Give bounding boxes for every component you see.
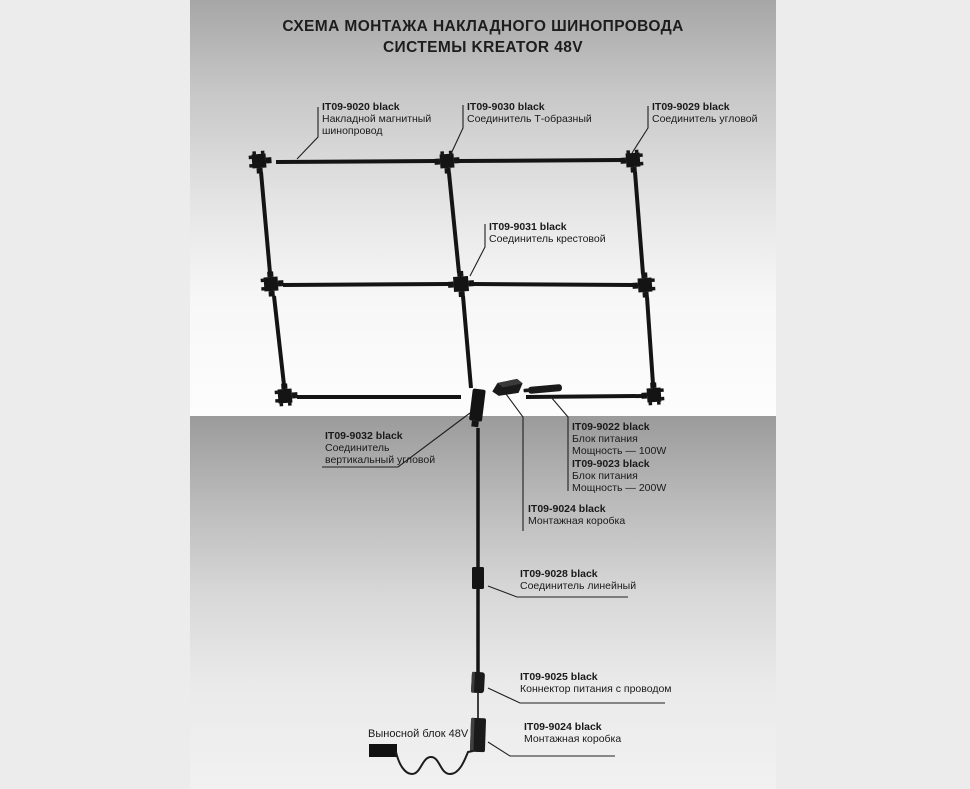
- part-desc: Выносной блок 48V: [368, 728, 469, 740]
- part-code: IT09-9024 black: [528, 503, 606, 515]
- track-segment-vert-right-1: [635, 172, 643, 274]
- part-code: IT09-9031 black: [489, 221, 567, 233]
- remote-block-label: [368, 728, 468, 740]
- part-desc: Монтажная коробка: [524, 733, 622, 745]
- part-label-9022: [572, 421, 666, 457]
- part-label-9024-bottom: [524, 721, 621, 745]
- connector-icons: [248, 149, 664, 406]
- linear-connector-icon: [472, 567, 484, 589]
- leader-line-9029: [632, 106, 648, 153]
- track-segment-vert-left-1: [261, 172, 270, 273]
- track-segment-vert-center-2: [463, 296, 471, 388]
- page-title-line2: СИСТЕМЫ KREATOR 48V: [382, 39, 584, 56]
- part-desc: Соединитель линейный: [520, 580, 637, 592]
- part-desc: Соединитель Т-образный: [467, 113, 592, 125]
- part-label-9023: [572, 458, 666, 494]
- leader-line-9020: [297, 107, 318, 159]
- part-desc: Коннектор питания с проводом: [520, 683, 672, 695]
- track-segment-vert-right-2: [647, 297, 653, 384]
- part-label-9020: [322, 101, 431, 137]
- part-code: IT09-9028 black: [520, 568, 598, 580]
- part-code: IT09-9020 black: [322, 101, 400, 113]
- part-desc: Соединитель угловой: [652, 113, 758, 125]
- leader-line-9031: [470, 224, 485, 276]
- part-desc: Блок питания: [572, 433, 638, 445]
- power-feed-connector-icon: [471, 672, 485, 694]
- track-segment-mid-left: [283, 284, 449, 285]
- track-segment-vert-center-1: [449, 173, 459, 273]
- mounting-box-icon: [491, 378, 523, 396]
- part-label-9031: [489, 221, 606, 245]
- leader-line-9030: [450, 105, 463, 156]
- leader-line-9024-mid: [506, 394, 523, 531]
- part-code: IT09-9022 black: [572, 421, 650, 433]
- track-segment-top-left: [276, 161, 436, 162]
- vertical-angle-connector-icon: [468, 388, 486, 427]
- part-desc: Блок питания: [572, 470, 638, 482]
- part-desc: шинопровод: [322, 125, 383, 137]
- tee-connector-icon-top-middle: [434, 150, 461, 174]
- part-code: IT09-9029 black: [652, 101, 730, 113]
- corner-connector-icon-bottom-left: [274, 383, 298, 407]
- part-desc: Накладной магнитный: [322, 113, 432, 125]
- part-code: IT09-9032 black: [325, 430, 403, 442]
- leader-line-9022-9023: [551, 397, 568, 491]
- track-segment-vert-left-2: [274, 296, 284, 385]
- part-label-9029: [652, 101, 757, 125]
- corner-connector-icon-bottom-right: [641, 382, 665, 406]
- part-code: IT09-9030 black: [467, 101, 545, 113]
- track-segment-bottom-right: [526, 396, 643, 397]
- mounting-box-bottom-icon: [470, 718, 486, 753]
- part-label-9032: [325, 430, 435, 466]
- part-desc: вертикальный угловой: [325, 454, 436, 466]
- remote-48v-block-icon: [369, 744, 397, 757]
- corner-connector-icon-top-right: [620, 149, 644, 173]
- power-supply-icon: [523, 384, 562, 394]
- tee-connector-icon-mid-left: [260, 271, 284, 298]
- track-segment-mid-right: [473, 284, 633, 285]
- part-label-9028: [520, 568, 636, 592]
- track-segment-top-right: [458, 160, 622, 161]
- part-desc: Монтажная коробка: [528, 515, 626, 527]
- part-label-9025: [520, 671, 672, 695]
- part-code: IT09-9023 black: [572, 458, 650, 470]
- tee-connector-icon-mid-right: [632, 272, 656, 299]
- part-code: IT09-9025 black: [520, 671, 598, 683]
- part-desc: Соединитель: [325, 442, 390, 454]
- corner-connector-icon-top-left: [248, 150, 272, 174]
- part-desc: Мощность — 200W: [572, 482, 667, 494]
- part-label-9024-mid: [528, 503, 625, 527]
- power-cord-wave: [396, 751, 473, 774]
- page-title-line1: СХЕМА МОНТАЖА НАКЛАДНОГО ШИНОПРОВОДА: [282, 18, 684, 35]
- part-code: IT09-9024 black: [524, 721, 602, 733]
- part-desc: Мощность — 100W: [572, 445, 667, 457]
- part-desc: Соединитель крестовой: [489, 233, 606, 245]
- part-label-9030: [467, 101, 592, 125]
